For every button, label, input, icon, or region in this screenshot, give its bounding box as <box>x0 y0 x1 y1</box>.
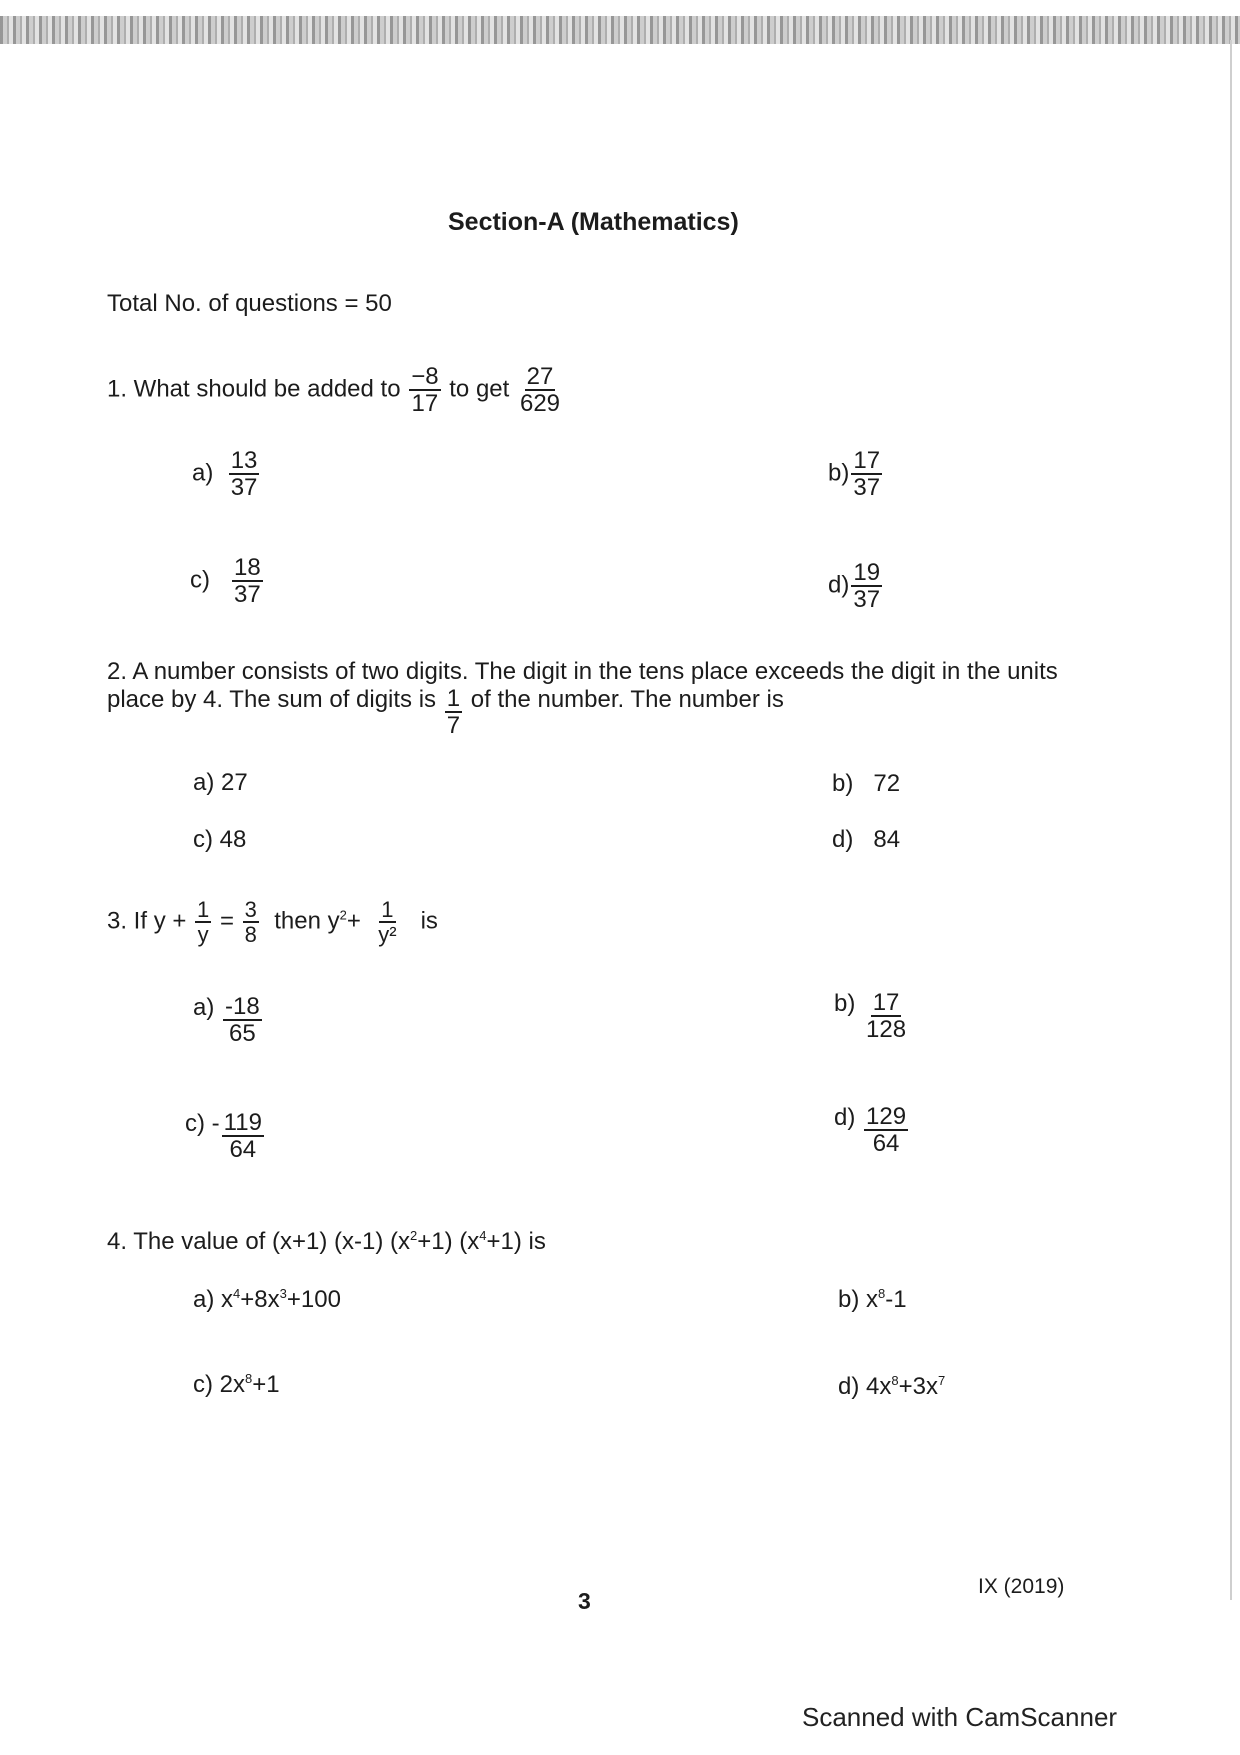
q2-option-b: b) 72 <box>832 770 901 797</box>
q4-option-a: a) $x^4+8x^3+100$ <box>193 1286 341 1313</box>
q2-line-1: 2. A number consists of two digits. The digit in the tens place exceeds the digit in the units <box>107 658 1058 685</box>
q1-fraction-2: $\frac{27}{629}$ <box>519 363 561 418</box>
q1-option-c: c) $\frac{18}{37}$ <box>190 554 261 609</box>
page-number: 3 <box>578 1588 591 1614</box>
q1-option-a: a) $\frac{13}{37}$ <box>192 447 258 502</box>
q1-option-d: d) $\frac{19}{37}$ <box>828 559 881 614</box>
scan-top-edge <box>0 16 1240 44</box>
question-4: 4. The value of (x+1) (x-1) $(x^2+1)$ $(x^4+1)$ is <box>107 1228 546 1255</box>
total-questions: Total No. of questions = 50 <box>107 290 392 317</box>
q1-text-mid: to get <box>449 375 510 403</box>
q3-option-b: b) $\frac{17}{128}$ <box>834 989 907 1044</box>
q3-option-d: d) $\frac{129}{64}$ <box>834 1103 907 1158</box>
q1-text: 1. What should be added to <box>107 375 401 403</box>
q3-option-a: a) $\frac{-18}{65}$ <box>193 993 260 1048</box>
camscanner-watermark: Scanned with CamScanner <box>802 1702 1118 1732</box>
q2-option-a: a) 27 <box>193 769 248 796</box>
q2-option-c: c) 48 <box>193 826 247 853</box>
q4-option-d: d) $4x^8+3x^7$ <box>838 1373 946 1400</box>
q1-option-b: b) $\frac{17}{37}$ <box>828 447 881 502</box>
scan-right-edge <box>1230 40 1232 1600</box>
section-title: Section-A (Mathematics) <box>448 208 739 236</box>
q2-option-d: d) 84 <box>832 826 901 853</box>
question-1 <box>107 364 564 416</box>
paper-code: IX (2019) <box>978 1575 1065 1598</box>
q4-option-b: b) $x^8-1$ <box>838 1286 907 1313</box>
q2-line-2: place by 4. The sum of digits is $\frac{1}{7}$ of the number. The number is <box>107 685 784 740</box>
question-3: 3. If y + $\frac{1}{y}$ = $\frac{3}{8}$ then $y^2+$ $\frac{1}{\text{y²}}$ is <box>107 897 438 948</box>
q3-option-c: c) - $\frac{119}{64}$ <box>185 1109 262 1164</box>
q4-option-c: c) $2x^8+1$ <box>193 1371 280 1398</box>
q1-fraction-1: $\frac{-8}{17}$ <box>411 363 439 418</box>
